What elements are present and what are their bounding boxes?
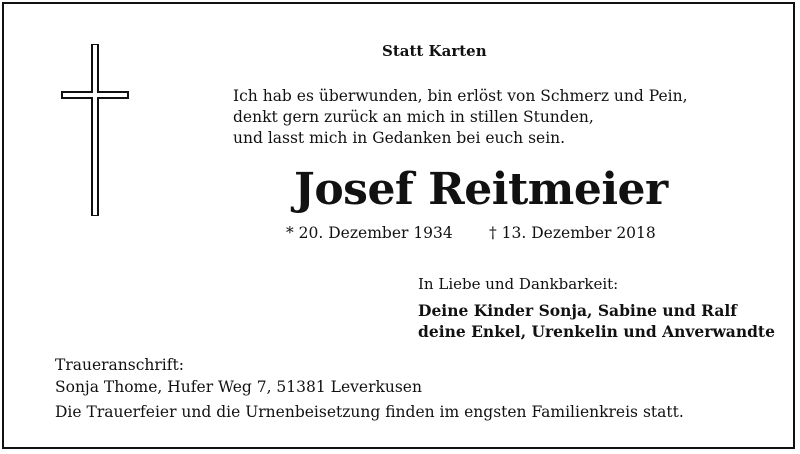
family-line: deine Enkel, Urenkelin und Anverwandte [418, 322, 775, 341]
death-date: † 13. Dezember 2018 [489, 224, 656, 242]
obituary-notice [2, 2, 795, 449]
address-label: Traueranschrift: [55, 356, 184, 374]
poem-verse [233, 86, 688, 149]
mourning-address: Sonja Thome, Hufer Weg 7, 51381 Leverkusen [55, 378, 422, 396]
poem-line: Ich hab es überwunden, bin erlöst von Schmerz und Pein, [233, 87, 688, 105]
gratitude-line: In Liebe und Dankbarkeit: [418, 275, 619, 293]
family-line: Deine Kinder Sonja, Sabine und Ralf [418, 301, 737, 320]
poem-line: denkt gern zurück an mich in stillen Stunden, [233, 108, 594, 126]
family-mourners [418, 300, 775, 342]
poem-line: und lasst mich in Gedanken bei euch sein. [233, 129, 566, 147]
deceased-name: Josef Reitmeier [294, 164, 668, 215]
ceremony-note: Die Trauerfeier und die Urnenbeisetzung finden im engsten Familienkreis statt. [55, 403, 684, 421]
latin-cross-icon [60, 44, 130, 216]
notice-header: Statt Karten [382, 42, 487, 60]
birth-date: * 20. Dezember 1934 [286, 224, 453, 242]
